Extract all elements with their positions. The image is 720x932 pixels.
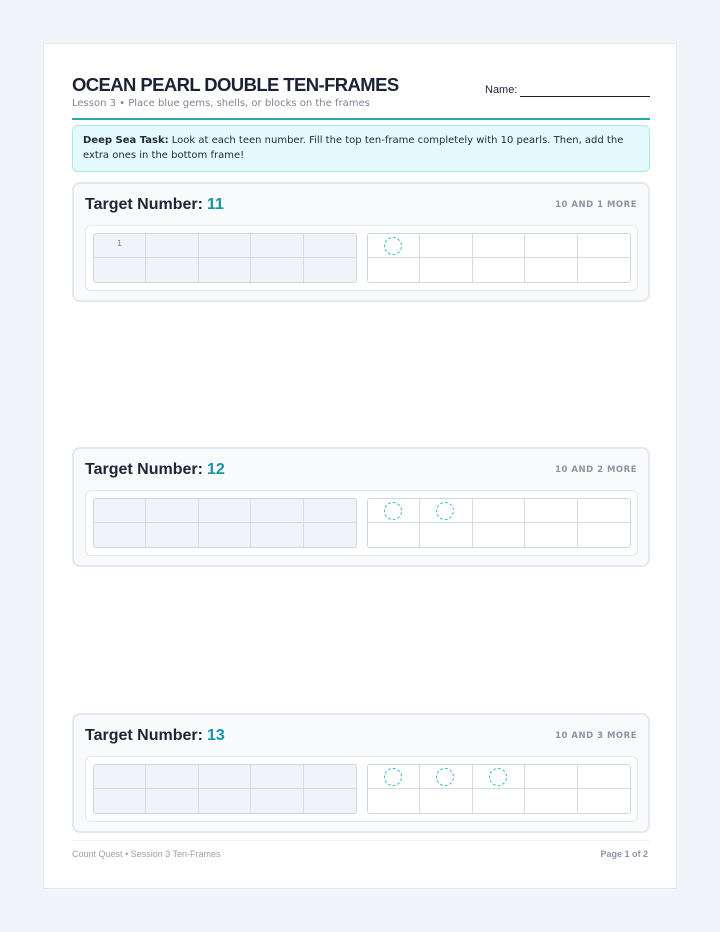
ten-frame-cell[interactable] bbox=[368, 765, 420, 789]
card-title-prefix: Target Number: bbox=[85, 727, 203, 744]
ten-frame-cell[interactable] bbox=[304, 523, 356, 547]
target-number: 13 bbox=[206, 727, 225, 744]
ten-frame-cell[interactable] bbox=[251, 258, 303, 282]
ten-frame-cell[interactable] bbox=[146, 765, 198, 789]
target-number: 12 bbox=[206, 461, 225, 478]
worksheet-title: OCEAN PEARL DOUBLE TEN-FRAMES bbox=[72, 74, 399, 95]
target-card-13 bbox=[72, 713, 650, 833]
ten-frame-cell[interactable] bbox=[525, 523, 577, 547]
card-title-prefix: Target Number: bbox=[85, 196, 203, 213]
ten-frame-cell[interactable] bbox=[473, 234, 525, 258]
bottom-ten-frame[interactable] bbox=[367, 764, 631, 814]
ten-frame-cell[interactable] bbox=[525, 765, 577, 789]
ten-frame-cell[interactable] bbox=[473, 258, 525, 282]
task-label: Deep Sea Task: bbox=[83, 135, 169, 146]
ten-frame-cell[interactable] bbox=[94, 789, 146, 813]
ten-frame-cell[interactable] bbox=[199, 765, 251, 789]
card-title bbox=[85, 727, 225, 745]
ten-frame-cell[interactable] bbox=[368, 523, 420, 547]
ten-frame-cell[interactable] bbox=[146, 789, 198, 813]
worksheet-subtitle: Lesson 3 • Place blue gems, shells, or blocks on the frames bbox=[72, 98, 370, 109]
footer-course: Count Quest • Session 3 Ten-Frames bbox=[72, 849, 221, 859]
double-ten-frame bbox=[85, 490, 638, 556]
ten-frame-cell[interactable] bbox=[94, 499, 146, 523]
ten-frame-cell[interactable] bbox=[420, 234, 472, 258]
ten-frame-cell[interactable] bbox=[251, 789, 303, 813]
header-divider bbox=[72, 118, 650, 120]
top-ten-frame[interactable] bbox=[93, 764, 357, 814]
worksheet-page bbox=[43, 43, 677, 889]
footer-divider bbox=[72, 840, 650, 841]
ten-frame-cell[interactable] bbox=[420, 258, 472, 282]
ten-frame-cell[interactable] bbox=[420, 789, 472, 813]
ten-frame-cell[interactable] bbox=[525, 234, 577, 258]
ten-frame-cell[interactable] bbox=[251, 523, 303, 547]
ten-frame-cell[interactable] bbox=[368, 499, 420, 523]
ten-frame-cell[interactable] bbox=[251, 234, 303, 258]
card-tag: 10 AND 3 MORE bbox=[555, 731, 637, 741]
ten-frame-cell[interactable] bbox=[473, 499, 525, 523]
ten-frame-cell[interactable] bbox=[304, 765, 356, 789]
ten-frame-cell[interactable] bbox=[304, 234, 356, 258]
ten-frame-cell[interactable] bbox=[420, 523, 472, 547]
ten-frame-cell[interactable] bbox=[94, 765, 146, 789]
ten-frame-cell[interactable] bbox=[420, 765, 472, 789]
pearl-placeholder-icon bbox=[436, 768, 454, 786]
ten-frame-cell[interactable] bbox=[420, 499, 472, 523]
ten-frame-cell[interactable] bbox=[578, 499, 630, 523]
ten-frame-cell[interactable] bbox=[199, 234, 251, 258]
task-instructions bbox=[72, 125, 650, 172]
ten-frame-cell[interactable] bbox=[199, 523, 251, 547]
card-tag: 10 AND 2 MORE bbox=[555, 465, 637, 475]
ten-frame-cell[interactable] bbox=[199, 499, 251, 523]
ten-frame-cell[interactable] bbox=[525, 789, 577, 813]
cell-number: 1 bbox=[117, 239, 123, 248]
ten-frame-cell[interactable] bbox=[146, 234, 198, 258]
name-label: Name: bbox=[485, 84, 518, 96]
ten-frame-cell[interactable] bbox=[146, 258, 198, 282]
card-tag: 10 AND 1 MORE bbox=[555, 200, 637, 210]
ten-frame-cell[interactable] bbox=[199, 789, 251, 813]
card-title bbox=[85, 196, 224, 214]
pearl-placeholder-icon bbox=[489, 768, 507, 786]
ten-frame-cell[interactable] bbox=[146, 499, 198, 523]
task-text: Look at each teen number. Fill the top ten-frame completely with 10 pearls. Then, add the extra ones in the bottom frame! bbox=[83, 135, 624, 161]
ten-frame-cell[interactable] bbox=[304, 258, 356, 282]
ten-frame-cell[interactable] bbox=[251, 765, 303, 789]
ten-frame-cell[interactable] bbox=[578, 765, 630, 789]
target-number: 11 bbox=[206, 196, 224, 213]
bottom-ten-frame[interactable] bbox=[367, 233, 631, 283]
ten-frame-cell[interactable] bbox=[368, 789, 420, 813]
ten-frame-cell[interactable] bbox=[525, 258, 577, 282]
name-field-line[interactable] bbox=[520, 96, 650, 97]
card-title bbox=[85, 461, 225, 479]
bottom-ten-frame[interactable] bbox=[367, 498, 631, 548]
target-card-11 bbox=[72, 182, 650, 302]
ten-frame-cell[interactable] bbox=[94, 258, 146, 282]
page-number: Page 1 of 2 bbox=[600, 849, 648, 859]
target-card-12 bbox=[72, 447, 650, 567]
pearl-placeholder-icon bbox=[384, 502, 402, 520]
ten-frame-cell[interactable] bbox=[473, 789, 525, 813]
top-ten-frame[interactable] bbox=[93, 498, 357, 548]
ten-frame-cell[interactable] bbox=[578, 789, 630, 813]
ten-frame-cell[interactable] bbox=[304, 789, 356, 813]
pearl-placeholder-icon bbox=[436, 502, 454, 520]
ten-frame-cell[interactable] bbox=[525, 499, 577, 523]
ten-frame-cell[interactable] bbox=[94, 523, 146, 547]
ten-frame-cell[interactable] bbox=[304, 499, 356, 523]
ten-frame-cell[interactable] bbox=[368, 258, 420, 282]
ten-frame-cell[interactable] bbox=[578, 258, 630, 282]
ten-frame-cell[interactable] bbox=[146, 523, 198, 547]
ten-frame-cell[interactable] bbox=[368, 234, 420, 258]
ten-frame-cell[interactable] bbox=[199, 258, 251, 282]
ten-frame-cell[interactable] bbox=[473, 765, 525, 789]
pearl-placeholder-icon bbox=[384, 237, 402, 255]
ten-frame-cell[interactable] bbox=[473, 523, 525, 547]
top-ten-frame[interactable] bbox=[93, 233, 357, 283]
ten-frame-cell[interactable] bbox=[578, 523, 630, 547]
ten-frame-cell[interactable] bbox=[251, 499, 303, 523]
ten-frame-cell[interactable] bbox=[578, 234, 630, 258]
ten-frame-cell[interactable] bbox=[94, 234, 146, 258]
pearl-placeholder-icon bbox=[384, 768, 402, 786]
double-ten-frame bbox=[85, 225, 638, 291]
card-title-prefix: Target Number: bbox=[85, 461, 203, 478]
double-ten-frame bbox=[85, 756, 638, 822]
